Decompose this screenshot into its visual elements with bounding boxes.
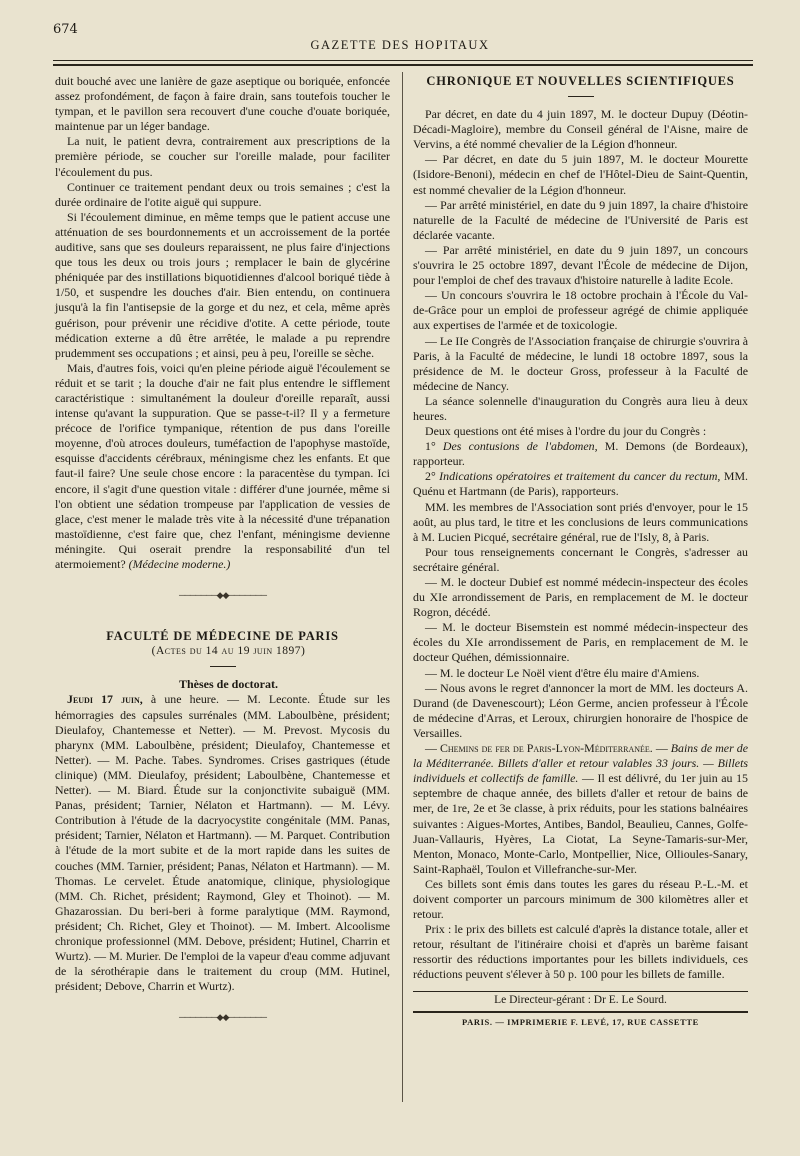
article-paragraph: La nuit, le patient devra, contrairement aux prescriptions de la première période, se coucher sur l'oreille malade, pour faciliter l'écoulement du pus. <box>55 134 390 179</box>
railway-text: — Il est délivré, du 1er juin au 15 septembre de chaque année, des billets d'aller et retour de bains de mer, de 1re, 2e et 3e classe, à prix réduits, pour les stations balnéaires suivantes : Aigues-Mortes, Antibes, Bandol, Beaulieu, Cannes, Golfe-Juan-Vallauris, Hyères, La Ciotat, La Seyne-Tamaris-sur-Mer, Menton, Monaco, Monte-Carlo, Montpellier, Nice, Ollioules-Sanary, Saint-Raphaël, Toulon et Villefranche-sur-Mer. <box>413 771 748 876</box>
theses-day: Jeudi 17 juin, <box>67 692 143 707</box>
news-paragraph: Deux questions ont été mises à l'ordre du jour du Congrès : <box>425 424 707 439</box>
railway-lead: — Chemins de fer de Paris-Lyon-Méditerranée. — <box>425 741 671 756</box>
article-paragraph <box>55 361 390 572</box>
source-citation: (Médecine moderne.) <box>128 557 231 571</box>
news-paragraph: — Un concours s'ouvrira le 18 octobre prochain à l'École du Val-de-Grâce pour un emploi de professeur agrégé de chimie appliquée aux expertises de l'armée et de toxicologie. <box>413 288 748 333</box>
left-column <box>55 74 390 1025</box>
faculty-title: FACULTÉ DE MÉDECINE DE PARIS <box>106 629 339 644</box>
article-paragraph: Si l'écoulement diminue, en même temps que le patient accuse une atténuation de ses bourdonnements et un accroissement de la portée auditive, sans que ses douleurs reparaissent, ne plus faire d'injections que tous les deux ou trois jours ; remplacer le bain de glycérine phéniquée par des instillations biquotidiennes d'alcool boriqué tiède à 1/50, et suspendre les douches d'air. Bien entendu, on continuera jusqu'à la fin l'antisepsie de la gorge et du nez, et cela, même après guérison, pour prévenir une récidive d'otite. A cette période, toute médication externe a dû être arrêtée, le malade a pu reprendre prudemment ses occupations ; et ainsi, peu à peu, l'oreille se sèche. <box>55 209 390 360</box>
news-paragraph: — Par arrêté ministériel, en date du 9 juin 1897, un concours s'ouvrira le 25 octobre 1897, devant l'École de médecine de Dijon, pour l'emploi de chef des travaux d'histoire naturelle à ladite Ecole. <box>413 242 748 288</box>
railway-notice <box>413 741 748 877</box>
railway-title: Bains de mer de la Méditerranée. Billets d'aller et retour valables 33 jours. — Billets individuels et collectifs de famille. <box>413 741 748 786</box>
article-paragraph: Continuer ce traitement pendant deux ou trois semaines ; c'est la durée ordinaire de l'otite aiguë qui suppure. <box>55 179 390 209</box>
article-last-paragraph: Mais, d'autres fois, voici qu'en pleine période aiguë l'écoulement se réduit et se tarit ; la douche d'air ne fait plus entendre le sifflement caractéristique : simultanément la douleur d'oreille reparaît, aussi intense qu'avant la suppuration. Que se passe-t-il? Il y a fermeture précoce de l'orifice tympanique, rétention de pus dans l'oreille moyenne, d'où atroces douleurs, tuméfaction de l'apophyse mastoïde, esquisse d'accidents cérébraux, méningisme chez les enfants. Et que faut-il faire? Une seule chose encore : la paracentèse du tympan. Ici encore, il s'agit d'une question vitale : différer d'une journée, même si l'on obtient une sédation trompeuse par l'application de vessies de glace, c'est mener le malade très vite à la nécessité d'une trépanation mastoïdienne, c'est faire que, chez l'enfant, méningisme devienne méningite. Qui oserait prendre la responsabilité d'un tel atermoiement? <box>55 360 390 571</box>
news-paragraph: — Le IIe Congrès de l'Association française de chirurgie s'ouvrira à Paris, à la Faculté de médecine, le lundi 18 octobre 1897, sous la présidence de M. le docteur Gross, professeur à la Faculté de médecine de Nancy. <box>413 333 749 393</box>
theses-entry <box>55 692 390 994</box>
news-paragraph: — Par décret, en date du 5 juin 1897, M. le docteur Mourette (Isidore-Benoni), médecin en chef de l'Hôtel-Dieu de Saint-Quentin, est nommé chevalier de la Légion d'honneur. <box>413 152 748 197</box>
page-number: 674 <box>53 22 78 37</box>
printer-imprint: PARIS. — IMPRIMERIE F. LEVÉ, 17, RUE CASSETTE <box>413 1011 748 1030</box>
congress-question-1 <box>413 439 748 469</box>
end-ornament: ───────◆◆─────── <box>178 1012 267 1023</box>
header-rule-bottom <box>53 64 753 66</box>
right-column <box>413 74 748 1030</box>
faculty-dates: (Actes du 14 au 19 juin 1897) <box>151 645 306 658</box>
news-paragraph: — Par arrêté ministériel, en date du 9 juin 1897, la chaire d'histoire naturelle de la Faculté de médecine de l'Université de Paris est déclarée vacante. <box>413 197 748 242</box>
chronique-rule <box>568 96 594 97</box>
question-title: Indications opératoires et traitement du cancer du rectum, <box>439 469 721 484</box>
news-paragraph: MM. les membres de l'Association sont priés d'envoyer, pour le 15 août, au plus tard, le titre et les conclusions de leurs communications à M. Lucien Picqué, secrétaire général, rue de l'Isly, 8, à Paris. <box>413 499 748 544</box>
question-number: 1° <box>425 439 443 454</box>
news-paragraph: La séance solennelle d'inauguration du Congrès aura lieu à deux heures. <box>413 393 748 423</box>
news-paragraph: Par décret, en date du 4 juin 1897, M. le docteur Dupuy (Déotin-Décadi-Magloire), membre du Conseil général de l'Aisne, maire de Vervins, a été nommé chevalier de la Légion d'honneur. <box>413 107 748 152</box>
question-number: 2° <box>425 469 440 484</box>
congress-question-2 <box>413 469 748 499</box>
news-paragraph: — M. le docteur Dubief est nommé médecin-inspecteur des écoles du XIe arrondissement de Paris, en remplacement de M. le docteur Rogron, décédé. <box>413 575 748 620</box>
question-rapporteur: MM. Quénu et Hartmann (de Paris), rapporteurs. <box>413 469 748 499</box>
news-paragraph: — Nous avons le regret d'annoncer la mort de MM. les docteurs A. Durand (de Davenescourt); Léon Germe, ancien professeur à l'École de médecine d'Arras, et Leroux, chirurgien honoraire de l'hospice de Versailles. <box>413 680 748 740</box>
news-paragraph: Prix : le prix des billets est calculé d'après la distance totale, aller et retour, résultant de l'itinéraire choisi et d'après un barème faisant ressortir des réductions importantes pour les billets individuels, ces réductions peuvent s'élever à 50 p. 100 pour les billets de famille. <box>413 922 748 982</box>
news-paragraph: Pour tous renseignements concernant le Congrès, s'adresser au secrétaire général. <box>413 544 748 574</box>
news-paragraph: Ces billets sont émis dans toutes les gares du réseau P.-L.-M. et doivent comporter un parcours minimum de 300 kilomètres aller et retour. <box>413 876 748 922</box>
column-divider <box>402 72 403 1102</box>
question-rapporteur: M. Demons (de Bordeaux), rapporteur. <box>413 439 748 469</box>
theses-text: à une heure. — M. Leconte. Étude sur les hémorragies des capsules surrénales (MM. Laboulbène, président; Dieulafoy, Chantemesse et Netter). — M. Prevost. Mycosis du pharynx (MM. Laboulbène, président; Dieulafoy, Chantemesse et Netter). — M. Pache. Tabes. Syndromes. Crises gastriques (étude clinique) (MM. Dieulafoy, président; Laboulbène, Chantemesse et Netter). — M. Biard. Étude sur la conjonctivite subaiguë (MM. Panas, président; Tarnier, Nélaton et Hartmann). — M. Lévy. Contribution à l'étude de la dacryocystite congénitale (MM. Panas, président; Tarnier, Nélaton et Hartmann). — M. Parquet. Contribution à l'étude de la mort subite et de la mort rapide dans les suites de couches (MM. Tarnier, président; Panas, Nélaton et Hartmann). — M. Thomas. Le cervelet. Étude anatomique, clinique, physiologique (MM. Ch. Richet, président; Raymond, Gley et Thoinot). — M. Ghazarossian. Du beri-beri à forme paralytique (MM. Raymond, président; Ch. Richet, Gley et Thoinot). — M. Imbert. Alcoolisme chronique professionnel (MM. Debove, président; Hutinel, Charrin et Wurtz). — M. Murier. De l'emploi de la vapeur d'eau comme adjuvant de la sérothérapie dans le traitement du croup (MM. Hutinel, président; Debove, Charrin et Wurtz). <box>55 692 390 994</box>
faculty-rule <box>210 666 236 667</box>
news-paragraph: — M. le docteur Le Noël vient d'être élu maire d'Amiens. <box>425 665 700 680</box>
director-signature: Le Directeur-gérant : Dr E. Le Sourd. <box>413 991 748 1008</box>
chronique-title: CHRONIQUE ET NOUVELLES SCIENTIFIQUES <box>426 74 735 88</box>
news-paragraph: — M. le docteur Bisemstein est nommé médecin-inspecteur des écoles du XIe arrondissement de Paris, en remplacement de M. le docteur Quéhen, démissionnaire. <box>413 620 748 665</box>
section-ornament: ───────◆◆─────── <box>178 590 267 601</box>
theses-heading: Thèses de doctorat. <box>179 677 278 692</box>
running-title: GAZETTE DES HOPITAUX <box>310 38 490 52</box>
question-title: Des contusions de l'abdomen, <box>442 439 598 454</box>
article-paragraph: duit bouché avec une lanière de gaze aseptique ou boriquée, enfoncée assez profondément, de façon à faire drain, sans toutefois toucher le tympan, et le pavillon sera recouvert d'une couche d'ouate boriquée, maintenue par un léger bandage. <box>55 74 390 134</box>
header-rule-top <box>53 60 753 61</box>
